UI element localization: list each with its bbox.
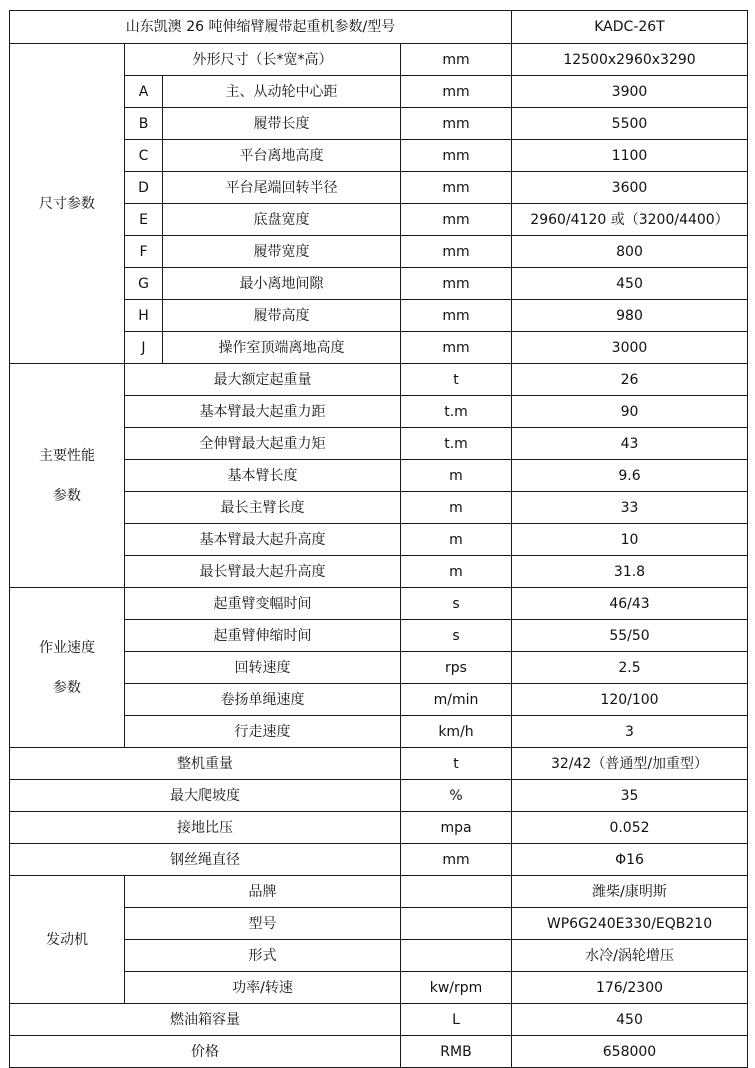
- param-code: E: [125, 204, 163, 236]
- param-name: 履带长度: [163, 108, 401, 140]
- param-unit: m: [401, 492, 512, 524]
- param-value: 3: [512, 716, 748, 748]
- param-unit: mm: [401, 204, 512, 236]
- param-unit: m/min: [401, 684, 512, 716]
- param-name: 形式: [125, 940, 401, 972]
- group-label-speed: 作业速度 参数: [10, 588, 125, 748]
- param-unit: mm: [401, 44, 512, 76]
- param-value: 980: [512, 300, 748, 332]
- table-row: [10, 780, 748, 812]
- param-unit: m: [401, 556, 512, 588]
- param-unit: [401, 908, 512, 940]
- param-name: 外形尺寸（长*宽*高）: [125, 44, 401, 76]
- param-value: 2.5: [512, 652, 748, 684]
- param-unit: m: [401, 460, 512, 492]
- param-value: 5500: [512, 108, 748, 140]
- param-value: 55/50: [512, 620, 748, 652]
- param-unit: rps: [401, 652, 512, 684]
- param-value: 3600: [512, 172, 748, 204]
- param-value: 658000: [512, 1036, 748, 1068]
- param-value: 32/42（普通型/加重型）: [512, 748, 748, 780]
- param-name: 基本臂最大起升高度: [125, 524, 401, 556]
- param-value: 176/2300: [512, 972, 748, 1004]
- param-name: 基本臂最大起重力距: [125, 396, 401, 428]
- param-name: 最小离地间隙: [163, 268, 401, 300]
- param-value: 9.6: [512, 460, 748, 492]
- param-name: 功率/转速: [125, 972, 401, 1004]
- param-unit: L: [401, 1004, 512, 1036]
- param-value: 0.052: [512, 812, 748, 844]
- param-value: 800: [512, 236, 748, 268]
- param-unit: RMB: [401, 1036, 512, 1068]
- title-row: [10, 11, 748, 44]
- param-value: WP6G240E330/EQB210: [512, 908, 748, 940]
- param-unit: [401, 940, 512, 972]
- param-value: 2960/4120 或（3200/4400）: [512, 204, 748, 236]
- param-unit: t: [401, 364, 512, 396]
- param-value: 35: [512, 780, 748, 812]
- param-value: 3900: [512, 76, 748, 108]
- param-value: 3000: [512, 332, 748, 364]
- group-label-performance: 主要性能 参数: [10, 364, 125, 588]
- param-code: G: [125, 268, 163, 300]
- param-name: 履带高度: [163, 300, 401, 332]
- param-unit: mm: [401, 236, 512, 268]
- param-value: 潍柴/康明斯: [512, 876, 748, 908]
- param-name: 行走速度: [125, 716, 401, 748]
- param-name: 起重臂伸缩时间: [125, 620, 401, 652]
- param-name: 起重臂变幅时间: [125, 588, 401, 620]
- param-unit: [401, 876, 512, 908]
- param-name: 平台离地高度: [163, 140, 401, 172]
- param-value: 1100: [512, 140, 748, 172]
- param-value: 90: [512, 396, 748, 428]
- param-code: D: [125, 172, 163, 204]
- table-row: [10, 588, 748, 620]
- param-value: 26: [512, 364, 748, 396]
- param-name: 最长主臂长度: [125, 492, 401, 524]
- param-name: 全伸臂最大起重力矩: [125, 428, 401, 460]
- param-name: 平台尾端回转半径: [163, 172, 401, 204]
- param-name: 型号: [125, 908, 401, 940]
- param-value: 12500x2960x3290: [512, 44, 748, 76]
- param-value: 33: [512, 492, 748, 524]
- param-name: 操作室顶端离地高度: [163, 332, 401, 364]
- param-name: 最大爬坡度: [10, 780, 401, 812]
- param-unit: t.m: [401, 396, 512, 428]
- param-name: 接地比压: [10, 812, 401, 844]
- param-code: H: [125, 300, 163, 332]
- spec-table: [9, 10, 748, 1068]
- param-unit: mm: [401, 76, 512, 108]
- param-value: 43: [512, 428, 748, 460]
- param-value: 450: [512, 268, 748, 300]
- param-unit: mm: [401, 172, 512, 204]
- param-value: 10: [512, 524, 748, 556]
- param-unit: mm: [401, 108, 512, 140]
- param-code: A: [125, 76, 163, 108]
- param-unit: km/h: [401, 716, 512, 748]
- param-value: 120/100: [512, 684, 748, 716]
- param-name: 基本臂长度: [125, 460, 401, 492]
- group-label-engine: 发动机: [10, 876, 125, 1004]
- param-unit: mpa: [401, 812, 512, 844]
- param-unit: mm: [401, 332, 512, 364]
- param-unit: s: [401, 588, 512, 620]
- param-name: 履带宽度: [163, 236, 401, 268]
- group-label-dimensions: 尺寸参数: [10, 44, 125, 364]
- param-unit: mm: [401, 140, 512, 172]
- table-row: [10, 364, 748, 396]
- param-unit: m: [401, 524, 512, 556]
- param-unit: s: [401, 620, 512, 652]
- param-name: 最长臂最大起升高度: [125, 556, 401, 588]
- table-row: [10, 1004, 748, 1036]
- param-name: 燃油箱容量: [10, 1004, 401, 1036]
- param-code: J: [125, 332, 163, 364]
- param-unit: kw/rpm: [401, 972, 512, 1004]
- param-name: 品牌: [125, 876, 401, 908]
- param-value: 31.8: [512, 556, 748, 588]
- model-number: KADC-26T: [512, 11, 748, 44]
- param-unit: mm: [401, 844, 512, 876]
- param-name: 钢丝绳直径: [10, 844, 401, 876]
- spec-sheet: [9, 10, 747, 1060]
- param-name: 主、从动轮中心距: [163, 76, 401, 108]
- param-code: C: [125, 140, 163, 172]
- param-value: Φ16: [512, 844, 748, 876]
- param-value: 46/43: [512, 588, 748, 620]
- param-value: 水冷/涡轮增压: [512, 940, 748, 972]
- param-unit: mm: [401, 268, 512, 300]
- table-row: [10, 748, 748, 780]
- table-row: [10, 876, 748, 908]
- table-row: [10, 812, 748, 844]
- table-row: [10, 44, 748, 76]
- param-name: 最大额定起重量: [125, 364, 401, 396]
- param-name: 价格: [10, 1036, 401, 1068]
- param-value: 450: [512, 1004, 748, 1036]
- param-unit: mm: [401, 300, 512, 332]
- param-code: B: [125, 108, 163, 140]
- param-name: 卷扬单绳速度: [125, 684, 401, 716]
- param-unit: t.m: [401, 428, 512, 460]
- param-name: 底盘宽度: [163, 204, 401, 236]
- param-unit: %: [401, 780, 512, 812]
- table-row: [10, 844, 748, 876]
- param-code: F: [125, 236, 163, 268]
- table-title: 山东凯澳 26 吨伸缩臂履带起重机参数/型号: [10, 11, 512, 44]
- param-unit: t: [401, 748, 512, 780]
- param-name: 整机重量: [10, 748, 401, 780]
- param-name: 回转速度: [125, 652, 401, 684]
